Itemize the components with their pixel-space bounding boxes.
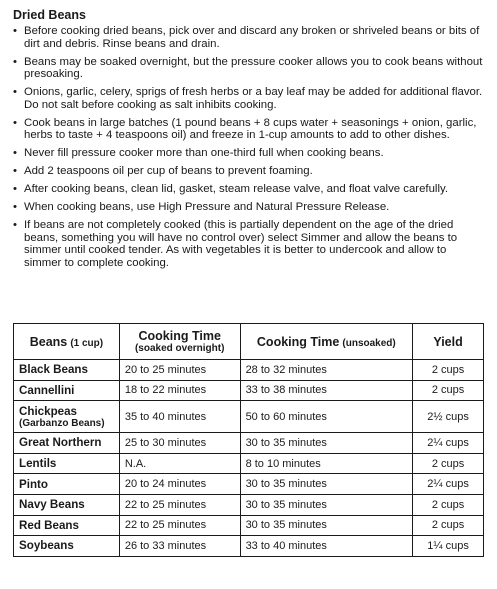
table-row bbox=[14, 474, 484, 495]
soaked-time: 35 to 40 minutes bbox=[119, 401, 240, 433]
table-row bbox=[14, 401, 484, 433]
yield-value: 2 cups bbox=[413, 360, 484, 381]
header-soaked-sub: (soaked overnight) bbox=[134, 343, 225, 354]
tip-item: • Cook beans in large batches (1 pound beans + 8 cups water + seasonings + onion, garlic, herbs to taste + 4 teaspoons oil) and freeze in 1-cup amounts to add to other dishes. bbox=[13, 117, 483, 142]
header-beans bbox=[14, 324, 120, 360]
yield-value: 2 cups bbox=[413, 380, 484, 401]
header-unsoaked bbox=[240, 324, 413, 360]
tip-item: • Onions, garlic, celery, sprigs of fresh herbs or a bay leaf may be added for additional flavor. Do not salt before cooking as salt inhibits cooking. bbox=[13, 86, 483, 111]
bean-name: Lentils bbox=[14, 453, 120, 474]
table-row bbox=[14, 453, 484, 474]
header-soaked bbox=[119, 324, 240, 360]
tip-item: • Never fill pressure cooker more than one-third full when cooking beans. bbox=[13, 147, 483, 160]
unsoaked-time: 30 to 35 minutes bbox=[240, 474, 413, 495]
soaked-time: 22 to 25 minutes bbox=[119, 494, 240, 515]
unsoaked-time: 8 to 10 minutes bbox=[240, 453, 413, 474]
bean-name-cell bbox=[14, 401, 120, 433]
header-soaked-label: Cooking Time bbox=[138, 329, 221, 343]
soaked-time: 20 to 24 minutes bbox=[119, 474, 240, 495]
tip-item: • If beans are not completely cooked (this is partially dependent on the age of the dried beans, something you will have no control over) select Simmer and allow the beans to simmer until cooked tender. As with vegetables it is better to undercook and allow to simmer to complete cooking. bbox=[13, 219, 483, 269]
header-unsoaked-sub: (unsoaked) bbox=[342, 337, 396, 349]
bean-name: Navy Beans bbox=[14, 494, 120, 515]
bean-name: Red Beans bbox=[14, 515, 120, 536]
tip-item: • Before cooking dried beans, pick over and discard any broken or shriveled beans or bits of dirt and debris. Rinse beans and drain. bbox=[13, 25, 483, 50]
header-beans-sub: (1 cup) bbox=[70, 337, 104, 349]
tips-list bbox=[13, 25, 483, 275]
yield-value: 1¼ cups bbox=[413, 536, 484, 557]
unsoaked-time: 30 to 35 minutes bbox=[240, 515, 413, 536]
yield-value: 2 cups bbox=[413, 515, 484, 536]
unsoaked-time: 30 to 35 minutes bbox=[240, 433, 413, 454]
bean-name-sub: (Garbanzo Beans) bbox=[19, 417, 105, 429]
page-title: Dried Beans bbox=[13, 8, 86, 22]
bean-name: Chickpeas bbox=[19, 404, 77, 418]
soaked-time: 26 to 33 minutes bbox=[119, 536, 240, 557]
tip-item: • When cooking beans, use High Pressure and Natural Pressure Release. bbox=[13, 201, 483, 214]
tip-item: • Add 2 teaspoons oil per cup of beans to prevent foaming. bbox=[13, 165, 483, 178]
table-row bbox=[14, 494, 484, 515]
yield-value: 2½ cups bbox=[413, 401, 484, 433]
table-row bbox=[14, 433, 484, 454]
header-yield-label: Yield bbox=[433, 334, 463, 349]
unsoaked-time: 28 to 32 minutes bbox=[240, 360, 413, 381]
header-beans-label: Beans bbox=[29, 334, 68, 349]
table-row bbox=[14, 515, 484, 536]
bean-name: Great Northern bbox=[14, 433, 120, 454]
soaked-time: 18 to 22 minutes bbox=[119, 380, 240, 401]
soaked-time: 22 to 25 minutes bbox=[119, 515, 240, 536]
table-row bbox=[14, 360, 484, 381]
soaked-time: 25 to 30 minutes bbox=[119, 433, 240, 454]
table-header-row bbox=[14, 324, 484, 360]
yield-value: 2¼ cups bbox=[413, 474, 484, 495]
unsoaked-time: 30 to 35 minutes bbox=[240, 494, 413, 515]
tip-item: • After cooking beans, clean lid, gasket, steam release valve, and float valve carefully. bbox=[13, 183, 483, 196]
table-row bbox=[14, 380, 484, 401]
yield-value: 2¼ cups bbox=[413, 433, 484, 454]
bean-name: Black Beans bbox=[14, 360, 120, 381]
bean-name: Soybeans bbox=[14, 536, 120, 557]
yield-value: 2 cups bbox=[413, 494, 484, 515]
unsoaked-time: 33 to 40 minutes bbox=[240, 536, 413, 557]
header-unsoaked-label: Cooking Time bbox=[256, 334, 340, 349]
header-yield bbox=[413, 324, 484, 360]
soaked-time: 20 to 25 minutes bbox=[119, 360, 240, 381]
bean-name: Pinto bbox=[14, 474, 120, 495]
bean-name: Cannellini bbox=[14, 380, 120, 401]
unsoaked-time: 50 to 60 minutes bbox=[240, 401, 413, 433]
soaked-time: N.A. bbox=[119, 453, 240, 474]
yield-value: 2 cups bbox=[413, 453, 484, 474]
table-row bbox=[14, 536, 484, 557]
cooking-times-table bbox=[13, 323, 484, 557]
tip-item: • Beans may be soaked overnight, but the pressure cooker allows you to cook beans without presoaking. bbox=[13, 56, 483, 81]
unsoaked-time: 33 to 38 minutes bbox=[240, 380, 413, 401]
